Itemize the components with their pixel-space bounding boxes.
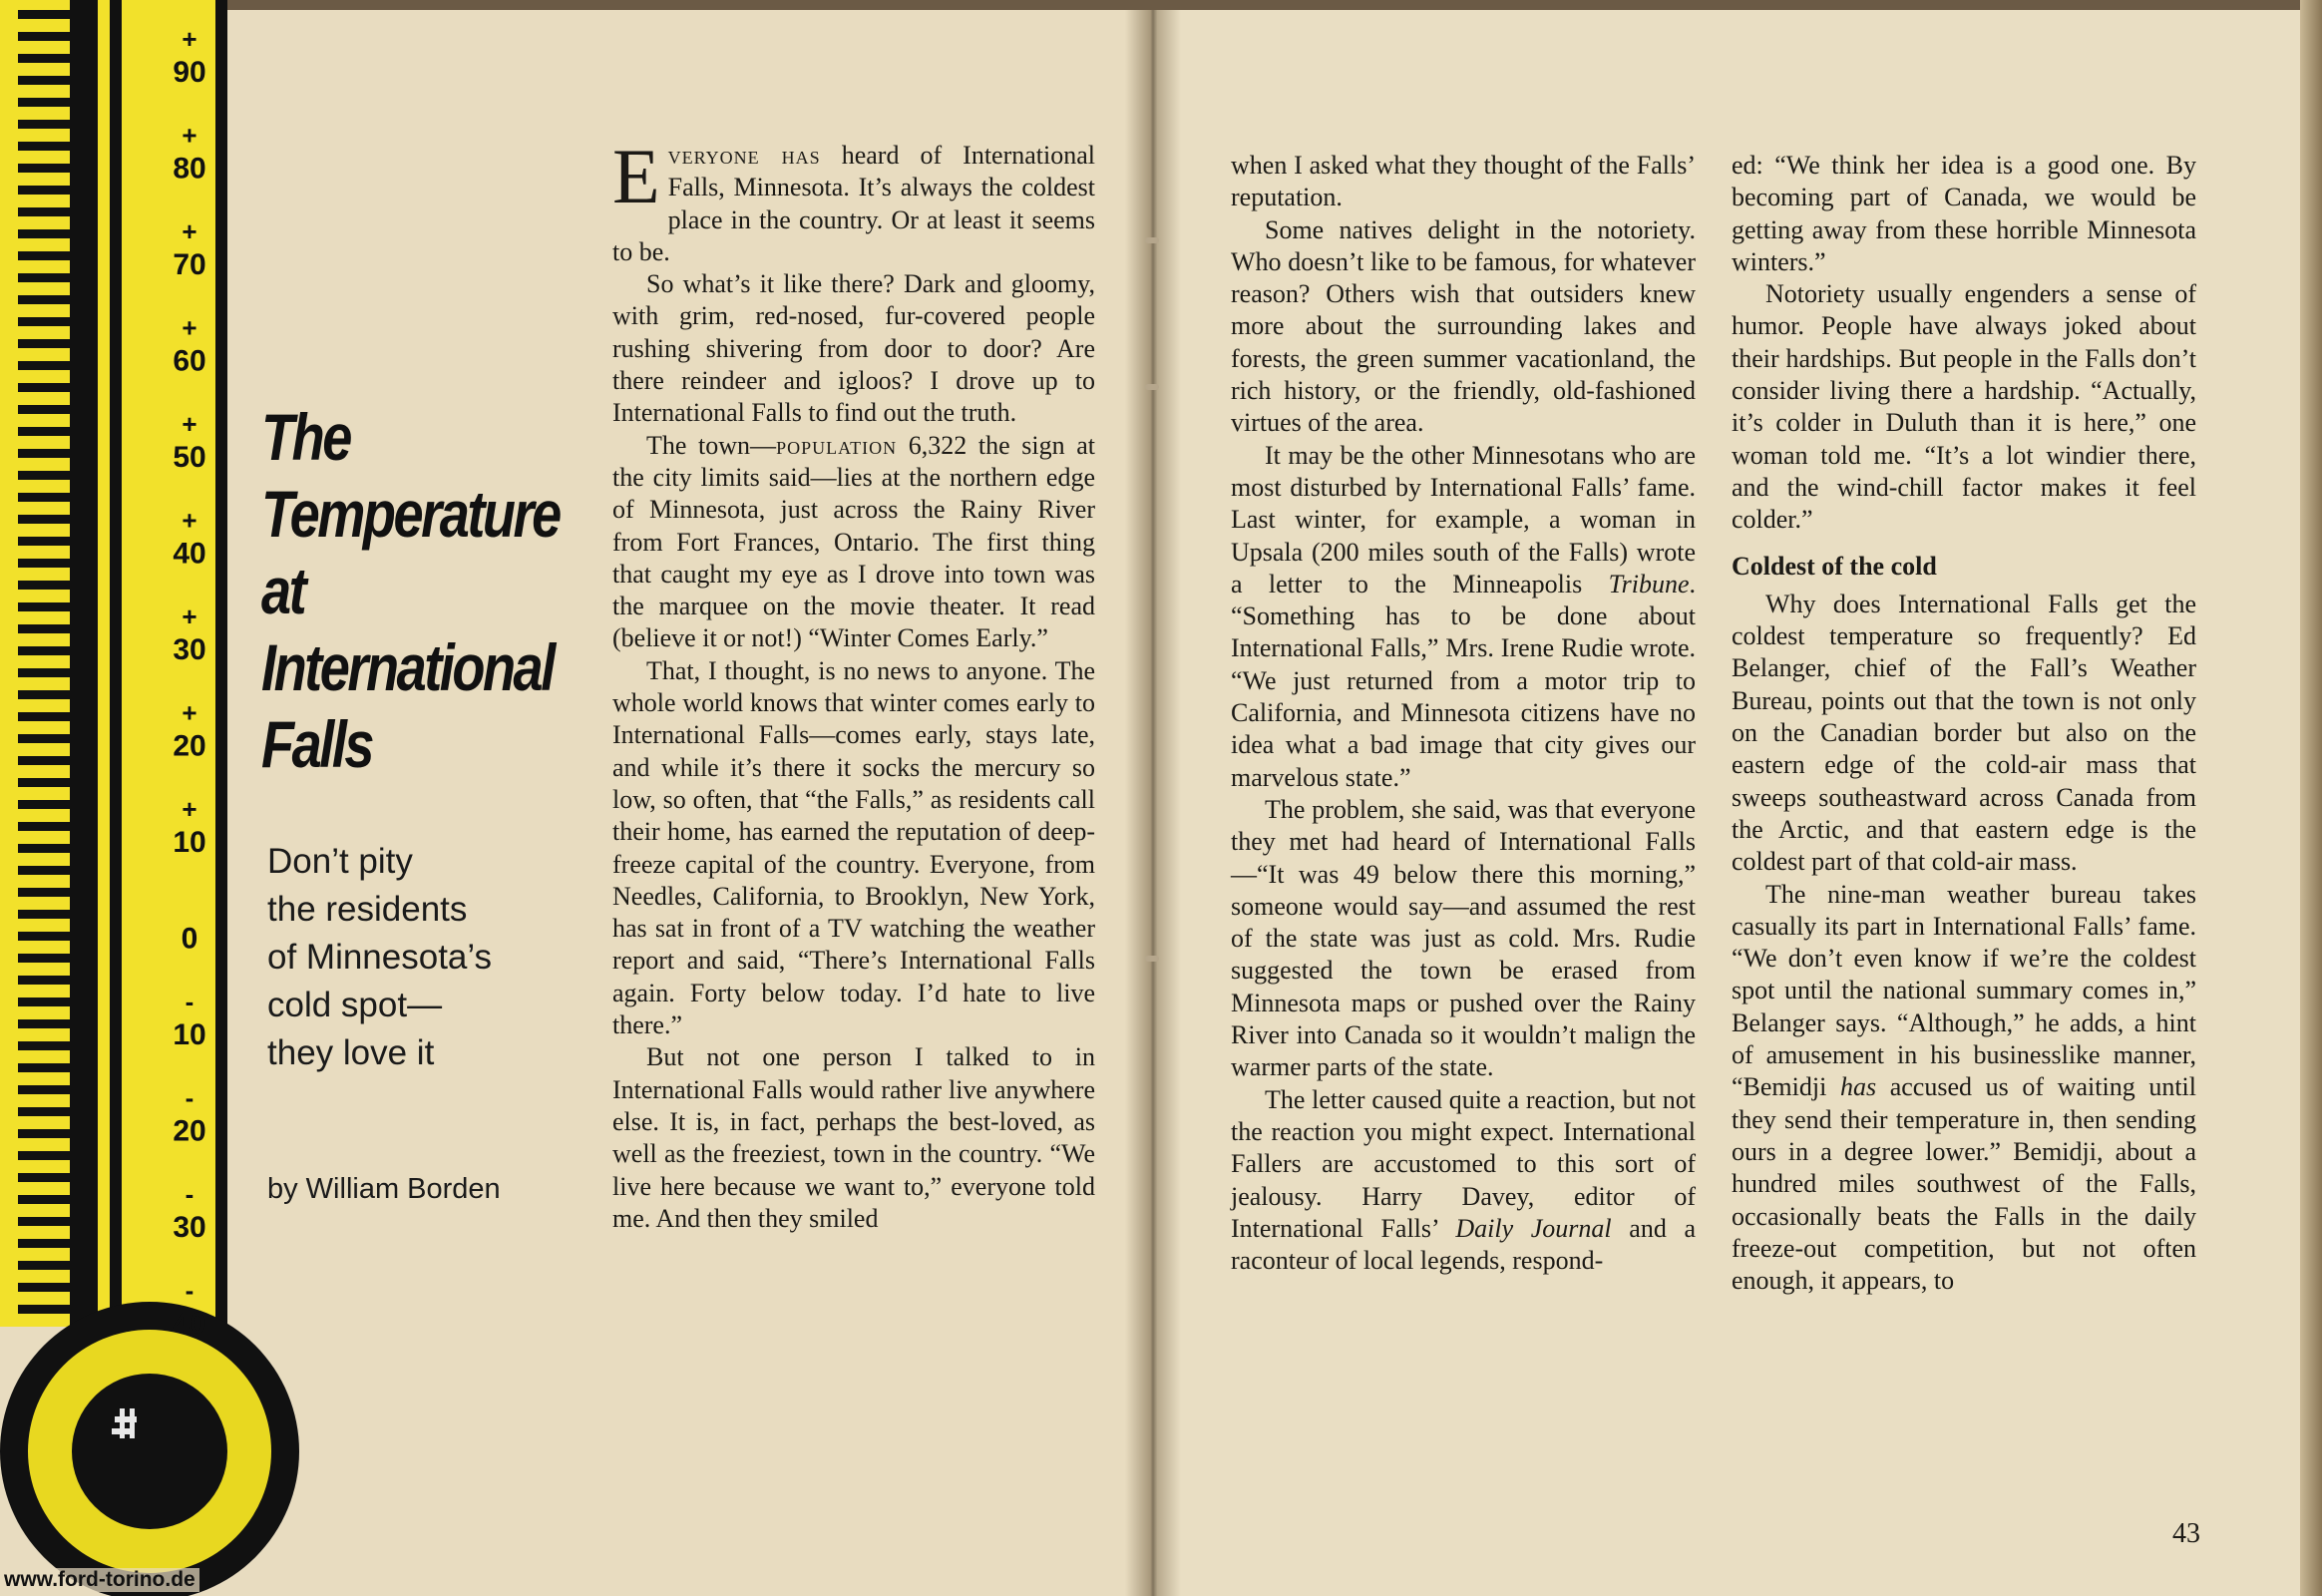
paragraph: Why does International Falls get the coldest temperature so frequently? Ed Belanger, chief of the Fall’s Weather Bureau, points out that the town is not only on the Canadian border but also on the eastern edge of the cold-air mass that sweeps southeastward across Canada from the Arctic, and that eastern edge is the coldest part of that cold-air mass. <box>1732 589 2196 877</box>
scale-label: 50 <box>173 441 206 474</box>
scale-label: 30 <box>173 1211 206 1244</box>
paragraph: So what’s it like there? Dark and gloomy, with grim, red-nosed, fur-covered people rushing shivering from door to door? Are there reindeer and igloos? I drove up to International Falls to find out the truth. <box>612 269 1095 428</box>
thermometer-tick <box>18 888 70 897</box>
thermometer-tick <box>18 800 70 809</box>
paragraph: The problem, she said, was that everyone they met had heard of International Falls—“It was 49 below there this morning,” someone would say—and assumed the rest of the state was just as cold. Mrs. Rudie suggested the town be erased from Minnesota maps or pushed over the Rainy River into Canada so it wouldn’t malign the warmer parts of the state. <box>1231 794 1696 1082</box>
scale-sign: + <box>182 697 197 728</box>
paragraph-text: 6,322 the sign at the city limits said—lies at the northern edge of Minnesota, just across the Rainy River from Fort Frances, Ontario. The first thing that caught my eye as I drove into town was the marquee on the movie theater. It read (believe it or not!) “Winter Comes Early.” <box>612 430 1095 653</box>
thermometer-tick <box>18 449 70 458</box>
thermometer-tick <box>18 844 70 853</box>
italic-text: Daily Journal <box>1455 1213 1612 1243</box>
title-line: Temperature <box>261 477 560 551</box>
thermometer-tick <box>18 822 70 831</box>
paragraph-text: The letter caused quite a reaction, but not the reaction you might expect. International Fallers are accustomed to this sort of jealousy. Harry Davey, editor of International Falls’ <box>1231 1084 1696 1243</box>
paragraph: But not one person I talked to in International Falls would rather live anywhere else. It is, in fact, perhaps the best-loved, as well as the freeziest, town in the country. “We live here because we want to,” everyone told me. And then they smiled <box>612 1042 1095 1233</box>
paragraph <box>1231 1084 1696 1278</box>
thermometer-tick <box>18 120 70 129</box>
thermometer-tick <box>18 427 70 436</box>
paragraph-text: heard of International Falls, Minnesota. It’s always the coldest place in the country. Or at least it seems to be. <box>612 141 1095 266</box>
article-subtitle <box>267 838 567 1077</box>
thermometer-tick <box>18 32 70 41</box>
scale-label: 80 <box>173 152 206 186</box>
scale-sign: - <box>185 987 194 1016</box>
thermometer-tick <box>18 383 70 392</box>
top-edge <box>0 0 2322 10</box>
scale-sign: - <box>185 1275 194 1306</box>
thermometer-tick <box>18 581 70 590</box>
scale-label: 60 <box>173 344 206 378</box>
thermometer-tick <box>18 1217 70 1226</box>
thermometer-tick <box>18 1129 70 1138</box>
article-title <box>261 399 590 783</box>
scale-label: 20 <box>173 729 206 763</box>
byline: by William Borden <box>267 1173 501 1205</box>
thermometer-tick <box>18 756 70 765</box>
thermometer-tick <box>18 1261 70 1270</box>
thermometer-tick <box>18 273 70 282</box>
thermometer-tick <box>18 339 70 348</box>
section-subhead: Coldest of the cold <box>1732 551 1937 581</box>
thermometer-tick <box>18 998 70 1006</box>
paragraph <box>612 430 1095 655</box>
thermometer-tick <box>18 1173 70 1182</box>
thermometer-tick <box>18 493 70 502</box>
paragraph-text: and a raconteur of local legends, respond- <box>1231 1213 1696 1276</box>
subtitle-line: Don’t pity <box>267 842 413 881</box>
thermometer-mercury-column <box>70 0 98 1327</box>
thermometer-tick <box>18 471 70 480</box>
scale-label: 20 <box>173 1114 206 1148</box>
paragraph-text: It may be the other Minnesotans who are most disturbed by International Falls’ fame. Last winter, for example, a woman in Upsala (200 miles south of the Falls) wrote a letter to the Minneapolis <box>1231 440 1696 598</box>
thermometer-illustration <box>0 0 299 1596</box>
thermometer-tick <box>18 866 70 875</box>
title-line: Falls <box>261 707 373 781</box>
thermometer-tick <box>18 954 70 963</box>
thermometer-tick <box>18 910 70 919</box>
drop-cap: E <box>612 133 660 219</box>
thermometer-tick <box>18 1239 70 1248</box>
text-column-3 <box>1732 150 2196 1297</box>
scale-sign: + <box>182 216 197 246</box>
thermometer-tick <box>18 76 70 85</box>
scale-label: 10 <box>173 1018 206 1051</box>
thermometer-tick <box>18 1283 70 1292</box>
thermometer-tick <box>18 1085 70 1094</box>
scale-sign: + <box>182 505 197 536</box>
thermometer-tick <box>18 778 70 787</box>
thermometer-tick <box>18 559 70 568</box>
subtitle-line: of Minnesota’s <box>267 938 493 977</box>
paragraph <box>1231 440 1696 794</box>
thermometer-tick <box>18 251 70 260</box>
paragraph: when I asked what they thought of the Falls’ reputation. <box>1231 151 1696 212</box>
thermometer-tick <box>18 317 70 326</box>
scale-label: 40 <box>173 1307 206 1341</box>
thermometer-bulb-core <box>72 1374 227 1529</box>
title-line: International <box>261 630 554 704</box>
paragraph-text: . “Something has to be done about International Falls,” Mrs. Irene Rudie wrote. “We just returned from a motor trip to California, and Minnesota citizens have no idea what a bad image that city gives our marvelous state.” <box>1231 569 1696 792</box>
text-column-2 <box>1231 150 1696 1277</box>
scale-label: 70 <box>173 248 206 281</box>
paragraph: That, I thought, is no news to anyone. The whole world knows that winter comes early to International Falls—comes early, stays late, and while it’s there it socks the mercury so low, so often, that “the Falls,” as residents call their home, has earned the reputation of deep-freeze capital of the country. Everyone, from Needles, California, to Brooklyn, New York, has sat in front of a TV watching the weather report and said, “There’s International Falls again. Forty below today. I’d hate to live there.” <box>612 655 1095 1040</box>
scale-label: 30 <box>173 633 206 666</box>
thermometer-tick <box>18 1107 70 1116</box>
thermometer-tick <box>18 690 70 699</box>
subtitle-line: they love it <box>267 1033 435 1072</box>
scale-sign: - <box>185 1179 194 1209</box>
scale-sign: - <box>185 1082 194 1113</box>
page-edge <box>2300 0 2322 1596</box>
scale-label: 10 <box>173 826 206 859</box>
italic-text: has <box>1839 1072 1877 1102</box>
thermometer-tick <box>18 98 70 107</box>
italic-text: Tribune <box>1608 569 1690 598</box>
thermometer-tick <box>18 164 70 173</box>
thermometer-tick <box>18 515 70 524</box>
thermometer-tick <box>18 1041 70 1050</box>
thermometer-tick <box>18 1151 70 1160</box>
thermometer-tick <box>18 1195 70 1204</box>
scale-sign: + <box>182 409 197 439</box>
paragraph: ed: “We think her idea is a good one. By becoming part of Canada, we would be getting away from these horrible Minnesota winters.” <box>1732 151 2196 276</box>
thermometer-tick <box>18 624 70 633</box>
thermometer-tube <box>122 0 215 1357</box>
scale-sign: + <box>182 24 197 54</box>
thermometer-tick <box>18 54 70 63</box>
paragraph-text: accused us of waiting until they send their temperature in, then sending ours in a degree lower.” Bemidji, about a hundred miles southwest of the Falls, occasionally beats the Falls in the daily freeze-out competition, but not often enough, it appears, to <box>1732 1072 2196 1296</box>
thermometer-tick <box>18 646 70 655</box>
paragraph: Some natives delight in the notoriety. Who doesn’t like to be famous, for whatever reason? Others wish that outsiders knew more about the surrounding lakes and forests, the green summer vacationland, the rich history, or the friendly, old-fashioned virtues of the area. <box>1231 214 1696 438</box>
scale-sign: + <box>182 312 197 343</box>
title-line: The <box>261 400 350 474</box>
thermometer-tick <box>18 537 70 546</box>
thermometer-tick <box>18 668 70 677</box>
thermometer-tick <box>18 405 70 414</box>
watermark-url: www.ford-torino.de <box>0 1568 199 1592</box>
text-column-1 <box>612 133 1095 1235</box>
paragraph <box>1732 879 2196 1298</box>
binding-staple <box>1145 956 1159 962</box>
thermometer-tick <box>18 602 70 611</box>
paragraph <box>612 133 1095 268</box>
page-number: 43 <box>2172 1518 2200 1549</box>
scale-label: 40 <box>173 537 206 571</box>
scale-label: 90 <box>173 56 206 89</box>
thermometer-tick <box>18 186 70 195</box>
thermometer-tick <box>18 932 70 941</box>
thermometer-tick <box>18 207 70 216</box>
scale-sign: + <box>182 601 197 631</box>
thermometer-tick <box>18 1063 70 1072</box>
small-caps-text: veryone has <box>667 141 821 170</box>
paragraph-text: The town— <box>646 430 777 460</box>
scale-sign: + <box>182 794 197 824</box>
scale-label: 0 <box>181 922 198 956</box>
paragraph-text: The nine-man weather bureau takes casually its part in International Falls’ fame. “We don’t even know if we’re the coldest spot until the national summary comes in,” Belanger says. “Although,” he adds, a hint of amusement in his businesslike manner, “Bemidji <box>1732 879 2196 1102</box>
thermometer-tick <box>18 1019 70 1028</box>
thermometer-tick <box>18 1305 70 1314</box>
scale-sign: + <box>182 120 197 151</box>
thermometer-tick <box>18 295 70 304</box>
thermometer-tick <box>18 734 70 743</box>
title-line: at <box>261 554 305 627</box>
thermometer-tick <box>18 229 70 238</box>
thermometer-tick <box>18 10 70 19</box>
thermometer-tick <box>18 361 70 370</box>
binding-staple <box>1145 384 1159 390</box>
thermometer-tick <box>18 142 70 151</box>
subtitle-line: cold spot— <box>267 986 443 1024</box>
thermometer-tick <box>18 976 70 985</box>
small-caps-text: population <box>776 430 898 460</box>
subtitle-line: the residents <box>267 890 468 929</box>
paragraph: Notoriety usually engenders a sense of humor. People have always joked about their hardships. But people in the Falls don’t consider living there a hardship. “Actually, it’s colder in Duluth than it is here,” one woman told me. “It’s a lot windier there, and the wind-chill factor makes it feel colder.” <box>1732 279 2196 535</box>
binding-staple <box>1145 237 1159 243</box>
thermometer-tick <box>18 712 70 721</box>
